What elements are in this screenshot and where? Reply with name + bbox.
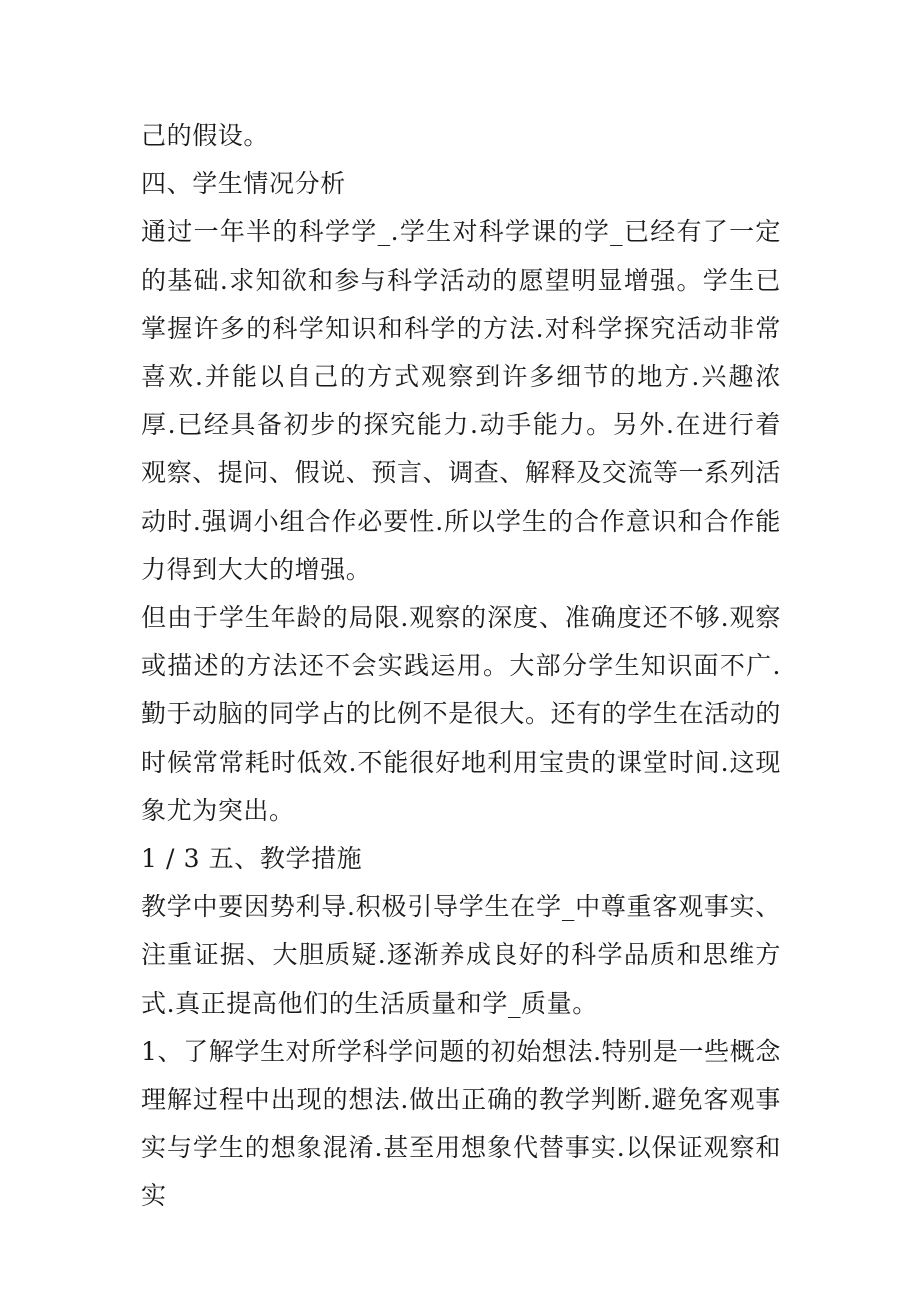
paragraph-continuation: 己的假设。 — [141, 121, 270, 150]
paragraph-teaching-guidance: 教学中要因势利导.积极引导学生在学_中尊重客观事实、注重证据、大胆质疑.逐渐养成良好的科学品质和思维方式.真正提高他们的生活质量和学_质量。 — [141, 892, 781, 1018]
section-heading-teaching-measures: 1 / 3 五、教学措施 — [141, 844, 363, 874]
paragraph-student-limitations: 但由于学生年龄的局限.观察的深度、准确度还不够.观察或描述的方法还不会实践运用。大部分学生知识面不广.勤于动脑的同学占的比例不是很大。还有的学生在活动的时候常常耗时低效.不能很好地利用宝贵的课堂时间.这现象尤为突出。 — [141, 603, 782, 825]
section-heading-student-analysis: 四、学生情况分析 — [141, 169, 346, 199]
paragraph-measure-one: 1、了解学生对所学科学问题的初始想法.特别是一些概念理解过程中出现的想法.做出正确的教学判断.避免客观事实与学生的想象混淆.甚至用想象代替事实.以保证观察和实 — [141, 1036, 781, 1211]
document-body — [141, 112, 781, 1221]
paragraph-student-foundation: 通过一年半的科学学_.学生对科学课的学_已经有了一定的基础.求知欲和参与科学活动的愿望明显增强。学生已掌握许多的科学知识和科学的方法.对科学探究活动非常喜欢.并能以自己的方式观察到许多细节的地方.兴趣浓厚.已经具备初步的探究能力.动手能力。另外.在进行着观察、提问、假说、预言、调查、解释及交流等一系列活动时.强调小组合作必要性.所以学生的合作意识和合作能力得到大大的增强。 — [141, 217, 782, 584]
